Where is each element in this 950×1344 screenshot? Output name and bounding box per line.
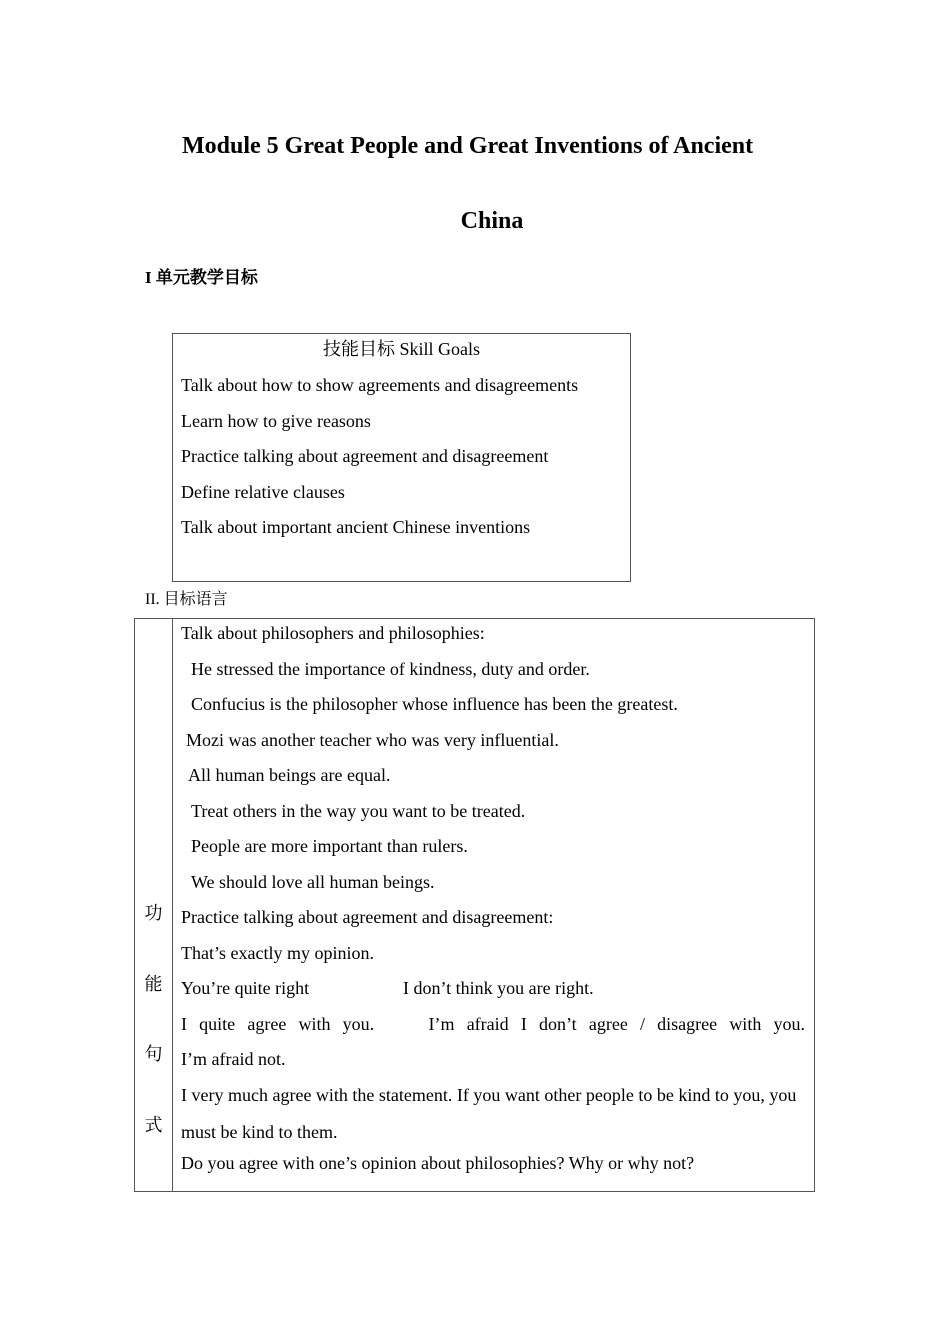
- row-label-char: 能: [144, 974, 163, 994]
- target-language-table: [134, 618, 815, 1192]
- skill-goal-item: Talk about important ancient Chinese inventions: [181, 517, 531, 537]
- example-sentence: I don’t think you are right.: [403, 978, 594, 998]
- justified-word: I’m: [428, 1013, 455, 1034]
- skill-goal-item: Talk about how to show agreements and disagreements: [181, 375, 579, 395]
- justified-word: agree: [247, 1013, 287, 1034]
- justified-word: I: [520, 1013, 527, 1034]
- justified-word: /: [639, 1013, 645, 1034]
- skill-goals-header: 技能目标 Skill Goals: [322, 339, 480, 359]
- example-sentence: Treat others in the way you want to be treated.: [191, 800, 526, 821]
- justified-word: I: [181, 1013, 187, 1034]
- justified-word: don’t: [539, 1013, 577, 1034]
- agreement-heading: Practice talking about agreement and disagreement:: [181, 907, 554, 927]
- skill-goal-item: Practice talking about agreement and disagreement: [181, 446, 549, 466]
- example-sentence: We should love all human beings.: [191, 871, 435, 892]
- example-sentence: You’re quite right: [181, 978, 310, 998]
- row-label-char: 句: [144, 1044, 163, 1064]
- justified-word: disagree: [657, 1013, 718, 1034]
- justified-word: agree: [588, 1013, 628, 1034]
- justified-word: with: [298, 1013, 331, 1034]
- skill-goal-item: Define relative clauses: [181, 481, 345, 502]
- row-label-char: 式: [144, 1115, 163, 1135]
- skill-goal-item: Learn how to give reasons: [181, 410, 371, 431]
- row-label-cell: [135, 619, 173, 1191]
- example-sentence: All human beings are equal.: [188, 765, 391, 785]
- section-heading-teaching-goals: I 单元教学目标: [145, 268, 258, 287]
- page-title-line-2: China: [460, 208, 524, 234]
- justified-word: quite: [199, 1013, 236, 1034]
- row-label-char: 功: [144, 903, 163, 923]
- justified-gap: [386, 1010, 416, 1046]
- example-sentence: That’s exactly my opinion.: [181, 942, 374, 963]
- philosophers-heading: Talk about philosophers and philosophies:: [181, 623, 485, 643]
- example-sentence: People are more important than rulers.: [191, 836, 468, 856]
- example-sentence: Confucius is the philosopher whose influence has been the greatest.: [191, 694, 678, 714]
- page-title-line-1: Module 5 Great People and Great Inventions of Ancient: [182, 133, 754, 159]
- example-sentence-justified: [181, 1010, 805, 1046]
- example-sentence: I’m afraid not.: [181, 1049, 286, 1069]
- justified-word: with: [729, 1013, 762, 1034]
- justified-word: you.: [773, 1013, 805, 1034]
- justified-word: you.: [342, 1013, 375, 1034]
- example-sentence: He stressed the importance of kindness, duty and order.: [191, 658, 590, 679]
- discussion-question: Do you agree with one’s opinion about philosophies? Why or why not?: [181, 1152, 695, 1173]
- example-sentence-pair: [181, 974, 805, 1010]
- skill-goals-table: [172, 333, 631, 582]
- section-heading-target-language: II. 目标语言: [145, 591, 228, 608]
- function-sentences-cell: [173, 619, 814, 1191]
- justified-word: afraid: [466, 1013, 509, 1034]
- example-sentence: Mozi was another teacher who was very influential.: [186, 729, 559, 750]
- example-sentence-wrapped: I very much agree with the statement. If you want other people to be kind to you, you must be kind to them.: [181, 1084, 797, 1142]
